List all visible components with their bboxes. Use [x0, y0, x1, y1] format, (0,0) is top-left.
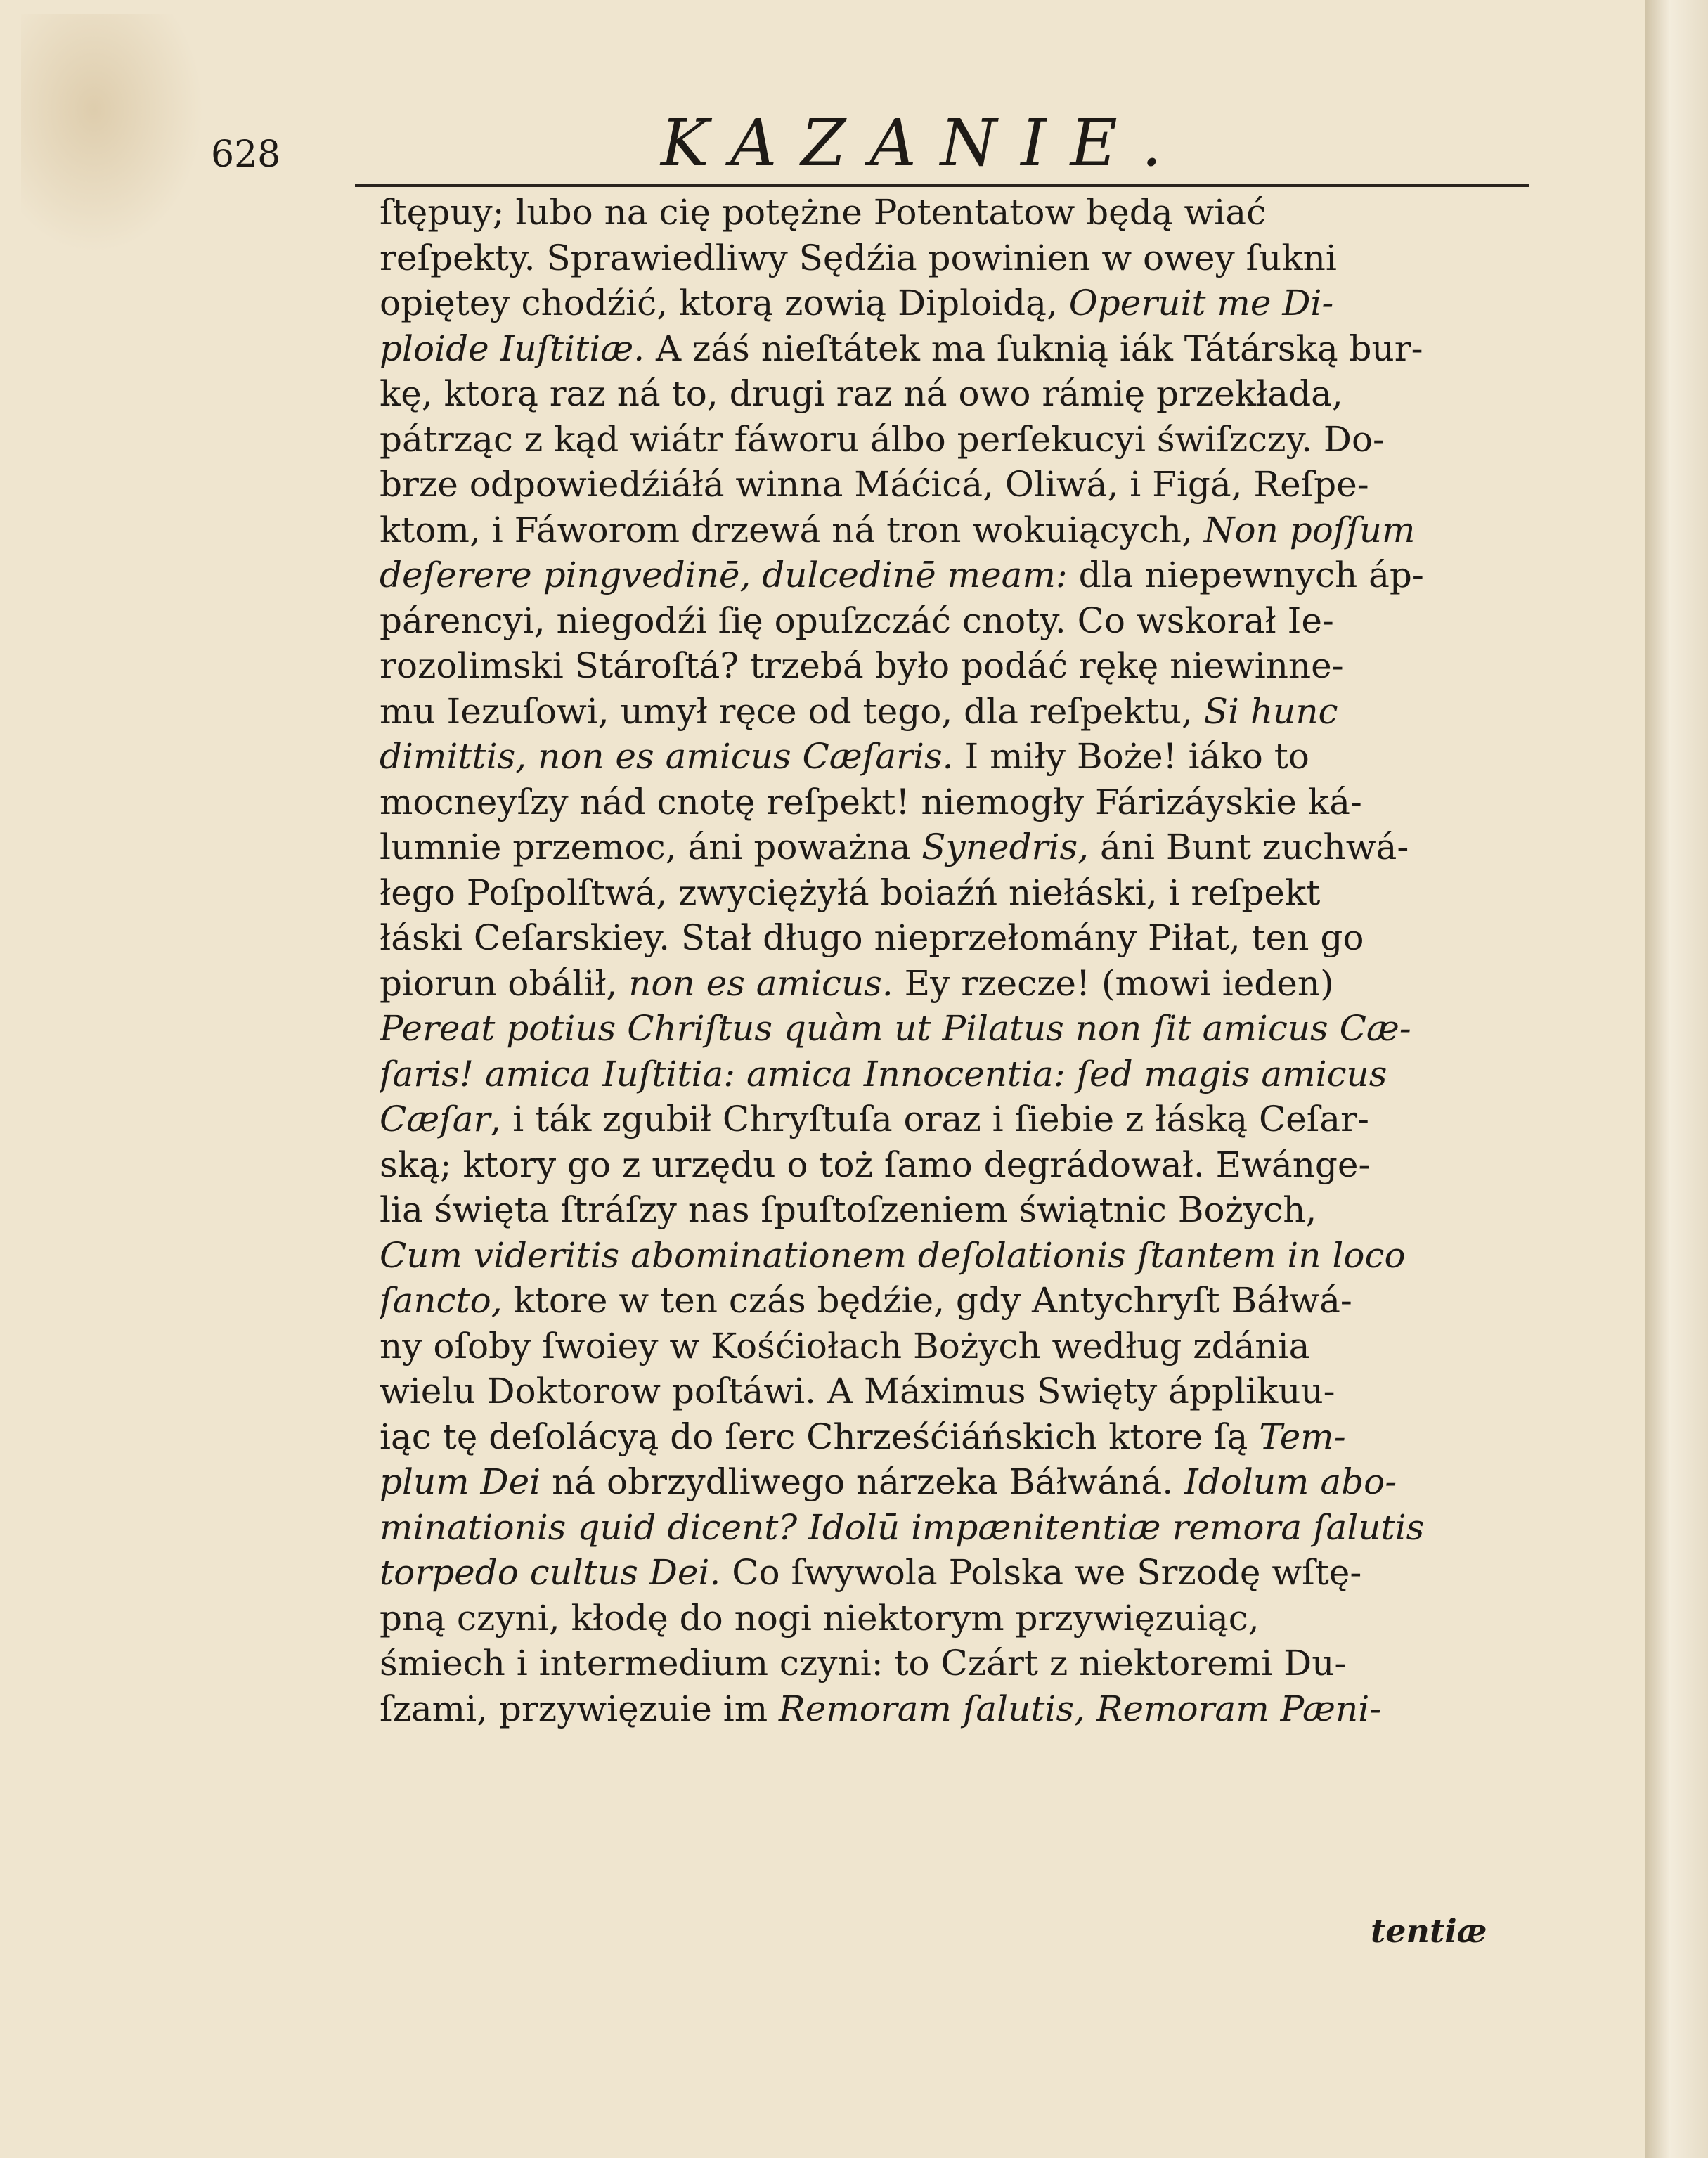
text-run: rozolimski Stároſtá? trzebá było podáć rękę niewinne-: [380, 645, 1344, 686]
text-run: I miły Boże! iáko to: [953, 736, 1309, 777]
page-number: 628: [211, 134, 281, 176]
text-line: [380, 235, 1574, 281]
text-run: mocneyſzy nád cnotę reſpekt! niemogły Fárizáyskie ká-: [380, 781, 1362, 822]
text-line: [380, 1324, 1574, 1369]
latin-quote: plum Dei: [380, 1461, 541, 1502]
text-line: [380, 643, 1574, 689]
paper-stain: [21, 14, 204, 253]
latin-quote: ſancto,: [380, 1280, 503, 1321]
text-line: [380, 1369, 1574, 1414]
text-line: [380, 780, 1574, 825]
latin-quote: Pereat potius Chriſtus quàm ut Pilatus non ſit amicus Cæ-: [380, 1008, 1411, 1049]
text-run: ny oſoby ſwoiey w Kośćiołach Bożych według zdánia: [380, 1325, 1310, 1366]
text-run: A záś nieſtátek ma ſuknią iák Tátárską bur-: [645, 328, 1423, 369]
latin-quote: ploide Iuſtitiæ.: [380, 328, 645, 369]
text-line: [380, 462, 1574, 508]
text-run: ktore w ten czás będźie, gdy Antychryſt Báłwá-: [502, 1280, 1352, 1321]
text-line: [380, 825, 1574, 870]
text-line: [380, 689, 1574, 735]
text-line: [380, 326, 1574, 372]
text-run: mu Iezuſowi, umył ręce od tego, dla reſpektu,: [380, 690, 1204, 732]
text-line: [380, 870, 1574, 916]
latin-quote: Tem-: [1259, 1416, 1346, 1457]
text-line: [380, 417, 1574, 463]
text-line: [380, 190, 1574, 235]
text-run: lumnie przemoc, áni poważna: [380, 827, 922, 867]
text-run: wielu Doktorow poſtáwi. A Máximus Swięty ápplikuu-: [380, 1371, 1335, 1411]
text-run: pátrząc z kąd wiátr fáworu álbo perſekucyi świſzczy. Do-: [380, 418, 1385, 460]
text-line: [380, 1097, 1574, 1142]
text-line: [380, 1686, 1574, 1732]
text-run: ktom, i Fáworom drzewá ná tron wokuiących,: [380, 509, 1204, 550]
latin-quote: ſaris! amica Iuſtitia: amica Innocentia: ſed magis amicus: [380, 1053, 1387, 1094]
text-run: Ey rzecze! (mowi ieden): [893, 962, 1334, 1004]
latin-quote: Non poſſum: [1203, 509, 1416, 550]
text-line: [380, 371, 1574, 417]
text-run: dla niepewnych áp-: [1067, 555, 1424, 595]
latin-quote: dimittis, non es amicus Cæſaris.: [380, 736, 954, 777]
latin-quote: Synedris,: [921, 827, 1089, 867]
text-line: [380, 1142, 1574, 1188]
latin-quote: deſerere pingvedinē, dulcedinē meam:: [380, 555, 1068, 595]
text-run: , i ták zgubił Chryſtuſa oraz i ſiebie z łáską Ceſar-: [490, 1099, 1369, 1139]
text-line: [380, 961, 1574, 1007]
text-line: [380, 1414, 1574, 1460]
text-line: [380, 915, 1574, 961]
latin-quote: Cum videritis abominationem deſolationis ſtantem in loco: [380, 1234, 1406, 1276]
text-run: piorun obálił,: [380, 962, 629, 1004]
text-run: áni Bunt zuchwá-: [1089, 827, 1409, 867]
text-line: [380, 1278, 1574, 1324]
text-line: [380, 553, 1574, 598]
text-line: [380, 1596, 1574, 1641]
latin-quote: Remoram ſalutis, Remoram Pæni-: [779, 1688, 1382, 1729]
latin-quote: non es amicus.: [628, 962, 893, 1004]
text-line: [380, 280, 1574, 326]
latin-quote: Idolum abo-: [1184, 1461, 1397, 1502]
next-page-edge: [1645, 0, 1708, 2158]
text-run: łáski Ceſarskiey. Stał długo nieprzełomány Piłat, ten go: [380, 917, 1364, 958]
text-line: [380, 1641, 1574, 1686]
text-run: iąc tę deſolácyą do ſerc Chrześćiáńskich ktore ſą: [380, 1416, 1260, 1457]
page-header: [211, 105, 1532, 190]
text-line: [380, 1550, 1574, 1596]
running-title: KAZANIE.: [661, 105, 1186, 181]
text-run: ſtępuy; lubo na cię potężne Potentatow będą wiać: [380, 192, 1267, 233]
text-line: [380, 1187, 1574, 1233]
header-rule: [355, 184, 1529, 187]
text-line: [380, 734, 1574, 780]
text-line: [380, 1505, 1574, 1551]
text-line: [380, 598, 1574, 644]
text-run: párencyi, niegodźi ſię opuſzczáć cnoty. Co wskorał Ie-: [380, 600, 1334, 641]
latin-quote: torpedo cultus Dei.: [380, 1552, 721, 1593]
text-run: ſzami, przywięzuie im: [380, 1688, 779, 1729]
text-line: [380, 1052, 1574, 1097]
text-run: ná obrzydliwego nárzeka Báłwáná.: [541, 1461, 1184, 1502]
text-run: ską; ktory go z urzędu o toż ſamo degrádował. Ewánge-: [380, 1144, 1371, 1185]
catchword: tentiæ: [1371, 1912, 1487, 1950]
text-run: brze odpowiedźiáłá winna Máćicá, Oliwá, i Figá, Reſpe-: [380, 464, 1369, 505]
text-line: [380, 1459, 1574, 1505]
text-run: pną czyni, kłodę do nogi niektorym przywięzuiąc,: [380, 1597, 1260, 1639]
latin-quote: Cæſar: [380, 1099, 491, 1139]
sermon-text: [380, 190, 1574, 1731]
latin-quote: minationis quid dicent? Idolū impænitentiæ remora ſalutis: [380, 1506, 1425, 1548]
text-line: [380, 508, 1574, 553]
text-line: [380, 1006, 1574, 1052]
text-run: opiętey chodźić, ktorą zowią Diploidą,: [380, 283, 1069, 323]
text-run: Co ſwywola Polska we Srzodę wſtę-: [720, 1552, 1362, 1593]
text-run: kę, ktorą raz ná to, drugi raz ná owo rámię przekłada,: [380, 373, 1343, 414]
text-run: śmiech i intermedium czyni: to Czárt z niektoremi Du-: [380, 1643, 1347, 1684]
text-line: [380, 1233, 1574, 1279]
text-run: lia święta ſtráſzy nas ſpuſtoſzeniem świątnic Bożych,: [380, 1189, 1317, 1230]
latin-quote: Operuit me Di-: [1068, 283, 1334, 323]
latin-quote: Si hunc: [1203, 690, 1338, 732]
text-run: łego Poſpolſtwá, zwyciężyłá boiaźń niełáski, i reſpekt: [380, 872, 1321, 913]
text-run: reſpekty. Sprawiedliwy Sędźia powinien w owey ſukni: [380, 237, 1337, 278]
